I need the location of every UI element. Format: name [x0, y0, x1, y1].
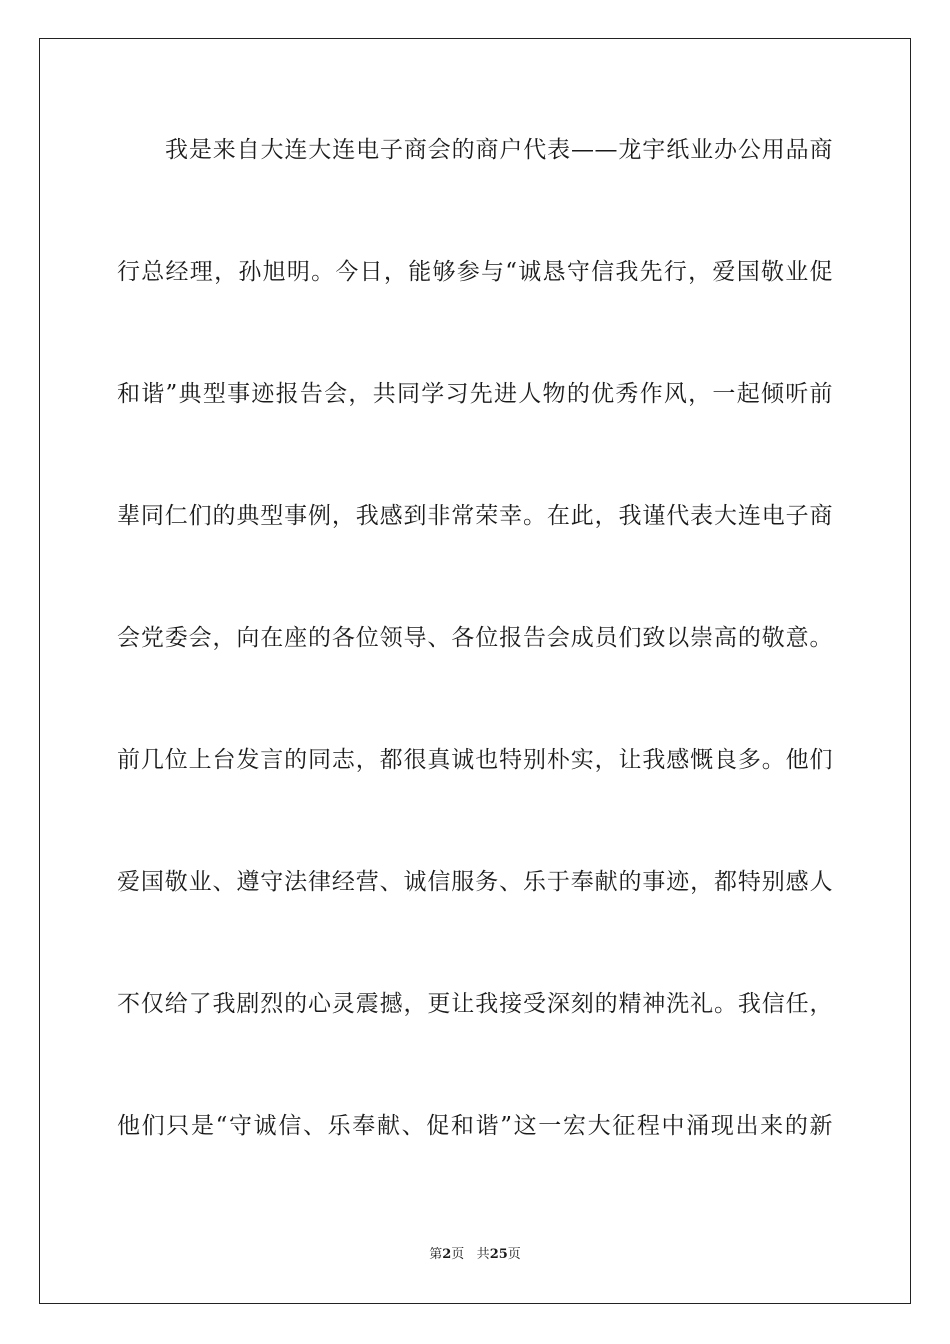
- text-line: 前几位上台发言的同志，都很真诚也特别朴实，让我感慨良多。他们: [117, 747, 833, 773]
- text-line: 辈同仁们的典型事例，我感到非常荣幸。在此，我谨代表大连电子商: [117, 503, 833, 529]
- text-line: 和谐”典型事迹报告会，共同学习先进人物的优秀作风，一起倾听前: [117, 381, 833, 407]
- total-pages: 25: [489, 1247, 508, 1262]
- total-suffix: 页: [507, 1247, 521, 1262]
- page-footer: [0, 1243, 950, 1262]
- text-line: 会党委会，向在座的各位领导、各位报告会成员们致以崇高的敬意。: [117, 625, 833, 651]
- document-body: [117, 132, 833, 1230]
- total-prefix: 共: [476, 1247, 490, 1262]
- page-number: 2: [442, 1247, 452, 1262]
- text-line: 不仅给了我剧烈的心灵震撼，更让我接受深刻的精神洗礼。我信任，: [117, 991, 833, 1017]
- text-line: 我是来自大连大连电子商会的商户代表——龙宇纸业办公用品商: [165, 137, 833, 163]
- text-line: 爱国敬业、遵守法律经营、诚信服务、乐于奉献的事迹，都特别感人: [117, 869, 833, 895]
- text-line: 他们只是“守诚信、乐奉献、促和谐”这一宏大征程中涌现出来的新: [117, 1113, 833, 1139]
- text-line: 行总经理，孙旭明。今日，能够参与“诚恳守信我先行，爱国敬业促: [117, 259, 833, 285]
- page-prefix: 第: [429, 1247, 443, 1262]
- page-suffix: 页: [451, 1247, 465, 1262]
